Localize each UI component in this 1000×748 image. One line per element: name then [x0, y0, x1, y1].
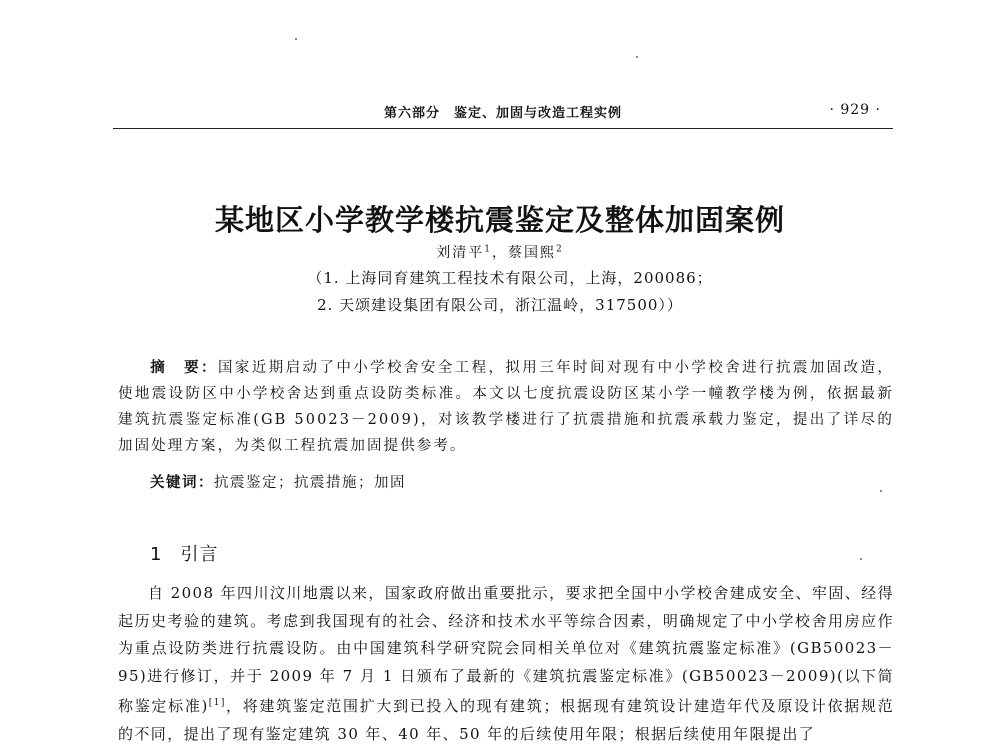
author-affil-mark: 1: [484, 244, 492, 255]
citation-ref: [1]: [208, 698, 226, 708]
section-number: 1: [150, 544, 163, 565]
running-header: [113, 100, 893, 124]
abstract-label: 摘 要：: [150, 360, 218, 376]
keywords-text: 抗震鉴定；抗震措施；加固: [214, 475, 406, 491]
section-title: 引言: [180, 544, 219, 565]
section-heading: [150, 540, 218, 566]
abstract: [118, 355, 894, 459]
keywords: [150, 471, 406, 492]
affiliation-1: （1. 上海同育建筑工程技术有限公司，上海，200086；: [307, 269, 713, 287]
intro-paragraph: [118, 580, 894, 748]
author-name: 刘清平: [436, 245, 485, 261]
scan-speck: [636, 56, 638, 58]
header-divider: [113, 128, 893, 129]
abstract-text: 国家近期启动了中小学校舍安全工程，拟用三年时间对现有中小学校舍进行抗震加固改造，使地震设防区中小学校舍达到重点设防类标准。本文以七度抗震设防区某小学一幢教学楼为例，依据最新建筑抗震鉴定标准(GB 50023－2009)，对该教学楼进行了抗震措施和抗震承载力鉴定，提出了详尽的加固处理方案，为类似工程抗震加固提供参考。: [118, 360, 894, 454]
intro-text-continued: ，将建筑鉴定范围扩大到已投入的现有建筑；根据现有建筑设计建造年代及原设计依据规范的不同，提出了现有鉴定建筑 30 年、40 年、50 年的后续使用年限；根据后续使用年限提出了: [118, 697, 894, 743]
article-title: 某地区小学教学楼抗震鉴定及整体加固案例: [214, 203, 785, 237]
scan-speck: [860, 558, 862, 560]
keywords-label: 关键词：: [150, 475, 214, 491]
author-line: [0, 242, 1000, 262]
author-affil-mark: 2: [556, 244, 564, 255]
author-separator: ，: [492, 245, 508, 261]
affiliation-2: 2. 天颂建设集团有限公司，浙江温岭，317500））: [317, 296, 683, 314]
section-label: 第六部分 鉴定、加固与改造工程实例: [383, 106, 622, 121]
author-name: 蔡国熙: [508, 245, 556, 261]
page-number: · 929 ·: [829, 102, 881, 118]
scan-speck: [295, 38, 297, 40]
intro-text: 自 2008 年四川汶川地震以来，国家政府做出重要批示，要求把全国中小学校舍建成安全、牢固、经得起历史考验的建筑。考虑到我国现有的社会、经济和技术水平等综合因素，明确规定了中小学校舍用房应作为重点设防类进行抗震设防。由中国建筑科学研究院会同相关单位对《建筑抗震鉴定标准》(GB50023－95)进行修订，并于 2009 年 7 月 1 日颁布了最新的《建筑抗震鉴定标准》(GB50023－2009)(以下简称鉴定标准): [118, 584, 894, 715]
scan-speck: [880, 490, 882, 492]
